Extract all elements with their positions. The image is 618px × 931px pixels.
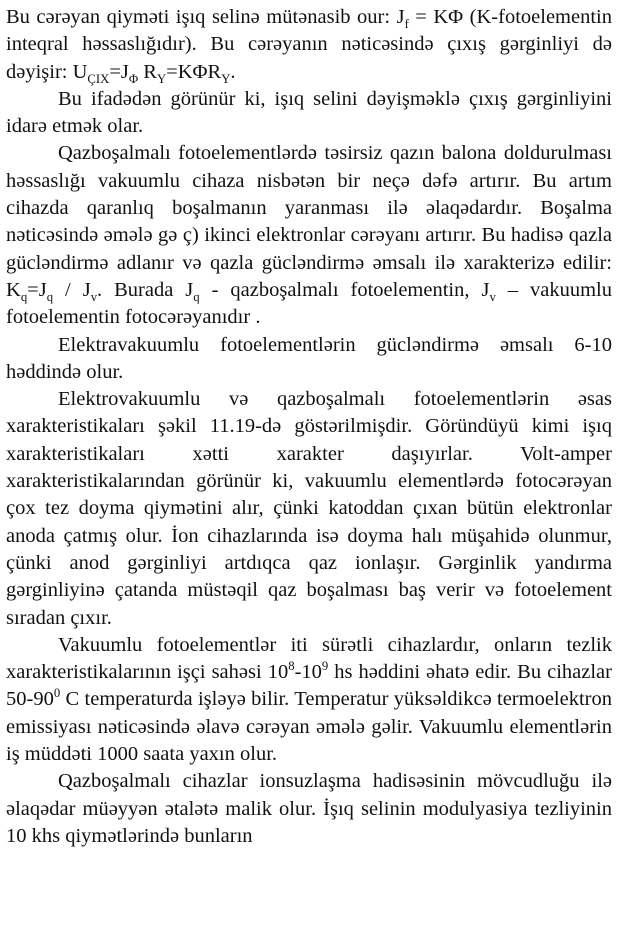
paragraph-vacuum-speed: Vakuumlu fotoelementlər iti sürətli cihazlardır, onların tezlik xarakteristikalarının işçi sahəsi $10^8-10^9$ hs həddini əhatə edir. Bu cihazlar $50-90^0$ C temperaturda işləyə bilir. Temperatur yüksəldikcə termoelektron emissiyası nəticəsində əlavə cərəyan əmələ gəlir. Vakuumlu elementlərin iş müddəti 1000 saata yaxın olur. (6, 633, 612, 766)
paragraph-output-voltage: Bu ifadədən görünür ki, işıq selini dəyişməklə çıxış gərginliyini idarə etmək olar. (6, 87, 612, 138)
paragraph-gain-range: Elektravakuumlu fotoelementlərin gücləndirmə əmsalı 6-10 həddində olur. (6, 333, 612, 383)
paragraph-gas-amplification: Qazboşalmalı fotoelementlərdə təsirsiz qazın balona doldurulması həssaslığı vakuumlu cihaza nisbətən bir neçə dəfə artırır. Bu artım cihazda qaranlıq boşalmanın yaranması ilə əlaqədardır. Boşalma nəticəsində əmələ gə ç) ikinci elektronlar cərəyanı artırır. Bu hadisə qazla gücləndirmə adlanır və qazla gücləndirmə əmsalı ilə xarakterizə edilir: $K_q=J_q / J_v$. Burada $J_q$ - qazboşalmalı fotoelementin, $J_v$ – vakuumlu fotoelementin fotocərəyanıdır . (6, 142, 612, 329)
paragraph-characteristics: Elektrovakuumlu və qazboşalmalı fotoelementlərin əsas xarakteristikaları şəkil 11.19-də göstərilmişdir. Göründüyü kimi işıq xarakteristikaları xətti xarakter daşıyırlar. Volt-amper xarakteristikalarından görünür ki, vakuumlu elementlərdə fotocərəyan çox tez doyma qiymətini alır, çünki katoddan çıxan bütün elektronlar anoda çatmış olur. İon cihazlarında isə doyma halı müşahidə olunmur, çünki anod gərginliyi artdıqca qaz ionlaşır. Gərginlik yandırma gərginliyinə çatanda müstəqil qaz boşalması baş verir və fotoelement sıradan çıxır. (6, 388, 612, 629)
paragraph-gas-inertia: Qazboşalmalı cihazlar ionsuzlaşma hadisəsinin mövcudluğu ilə əlaqədar müəyyən ətalətə malik olur. İşıq selinin modulyasiya tezliyinin 10 khs qiymətlərində bunların (6, 770, 612, 847)
paragraph-photocurrent: Bu cərəyan qiyməti işıq selinə mütənasib our: $J_f = K\Phi$ (K-fotoelementin inteqral həssaslığıdır). Bu cərəyanın nəticəsində çıxış gərginliyi də dəyişir: $U_{ÇIX}=J_\Phi$ $R_Y=K\Phi R_Y$. (6, 6, 612, 86)
